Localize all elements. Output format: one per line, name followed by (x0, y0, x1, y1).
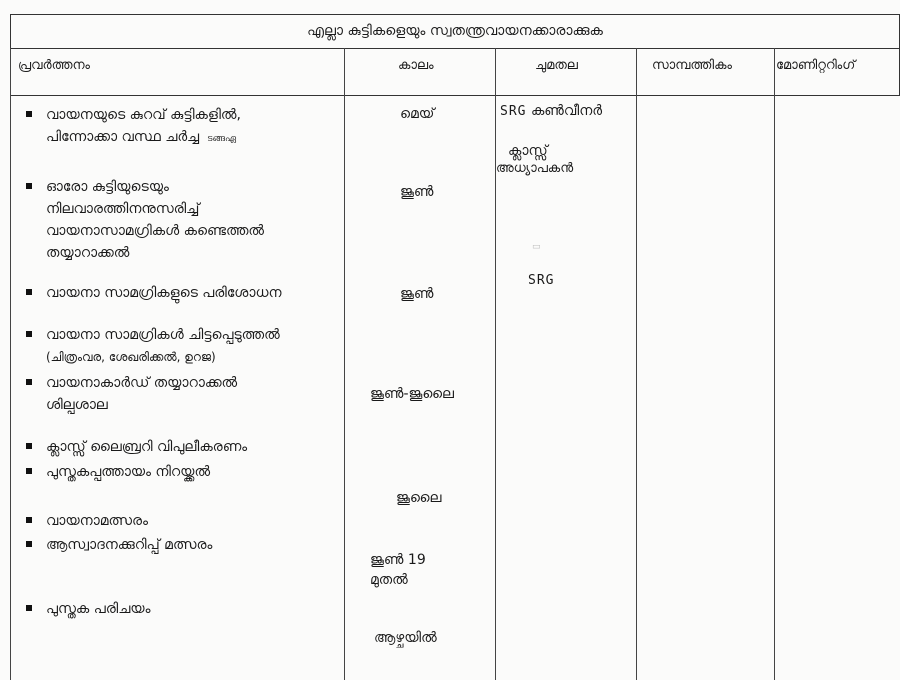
period-cell: മെയ് (400, 106, 435, 122)
activity-item: ആസ്വാദനക്കുറിപ്പ് മത്സരം (26, 534, 212, 556)
bullet-icon (26, 517, 32, 523)
header-period: കാലം (398, 58, 434, 73)
period-cell: ജൂലൈ (396, 490, 442, 506)
period-cell: ആഴ്ചയിൽ (374, 630, 437, 646)
activity-item: വായനാ സാമഗ്രികൾ ചിട്ടപ്പെടുത്തൽ (ചിത്രംവര, ശേഖരിക്കൽ, ഉറജ) (26, 324, 280, 368)
responsibility-cell: ക്ലാസ്സ് (508, 143, 548, 159)
bullet-icon (26, 605, 32, 611)
column-divider-2 (495, 48, 496, 680)
activity-item: പുസ്തകപ്പത്തായം നിറയ്ക്കൽ (26, 461, 210, 483)
column-divider-4 (774, 48, 775, 680)
bullet-icon (26, 183, 32, 189)
column-divider-3 (636, 48, 637, 680)
title-box (10, 14, 900, 49)
bullet-icon (26, 331, 32, 337)
header-monitoring: മോണിറ്ററിംഗ് (776, 58, 856, 73)
responsibility-cell: അധ്യാപകൻ (496, 161, 574, 176)
activity-item: പുസ്തക പരിചയം (26, 598, 150, 620)
activity-item: ഓരോ കുട്ടിയുടെയും നിലവാരത്തിനനുസരിച്ച് വായനാസാമഗ്രികൾ കണ്ടെത്തൽ തയ്യാറാക്കൽ (26, 176, 264, 264)
document-title: എല്ലാ കുട്ടികളെയും സ്വതന്ത്രവായനക്കാരാക്കുക (307, 23, 603, 39)
bullet-icon (26, 289, 32, 295)
bullet-icon (26, 111, 32, 117)
period-cell: ജൂൺ (400, 184, 434, 200)
activity-item: വായനയുടെ കുറവ് കുട്ടികളിൽ, പിന്നോക്കാ വസ്ഥ ചർച്ച ടങ്ങഏ (26, 104, 241, 150)
faint-mark: ▭ (532, 242, 541, 252)
period-cell: ജൂൺ 19 മുതൽ (370, 552, 426, 588)
period-cell: ജൂൺ (400, 286, 434, 302)
bullet-icon (26, 379, 32, 385)
activity-item: വായനാ സാമഗ്രികളുടെ പരിശോധന (26, 282, 281, 304)
activity-item: ക്ലാസ്സ് ലൈബ്രറി വിപുലീകരണം (26, 436, 247, 458)
period-cell: ജൂൺ-ജൂലൈ (370, 386, 455, 402)
column-divider-1 (344, 48, 345, 680)
header-finance: സാമ്പത്തികം (652, 58, 732, 73)
bullet-icon (26, 541, 32, 547)
activity-item: വായനാമത്സരം (26, 510, 148, 532)
bullet-icon (26, 468, 32, 474)
bullet-icon (26, 443, 32, 449)
handwritten-srg: SRG (528, 273, 555, 288)
responsibility-cell: SRG കൺവീനർ (500, 103, 603, 119)
header-responsibility: ചുമതല (535, 58, 578, 73)
table-left-border (10, 48, 11, 680)
table-header-row (10, 48, 900, 96)
activity-item: വായനാകാർഡ് തയ്യാറാക്കൽ ശില്പശാല (26, 372, 237, 416)
header-activity: പ്രവർത്തനം (18, 58, 90, 73)
